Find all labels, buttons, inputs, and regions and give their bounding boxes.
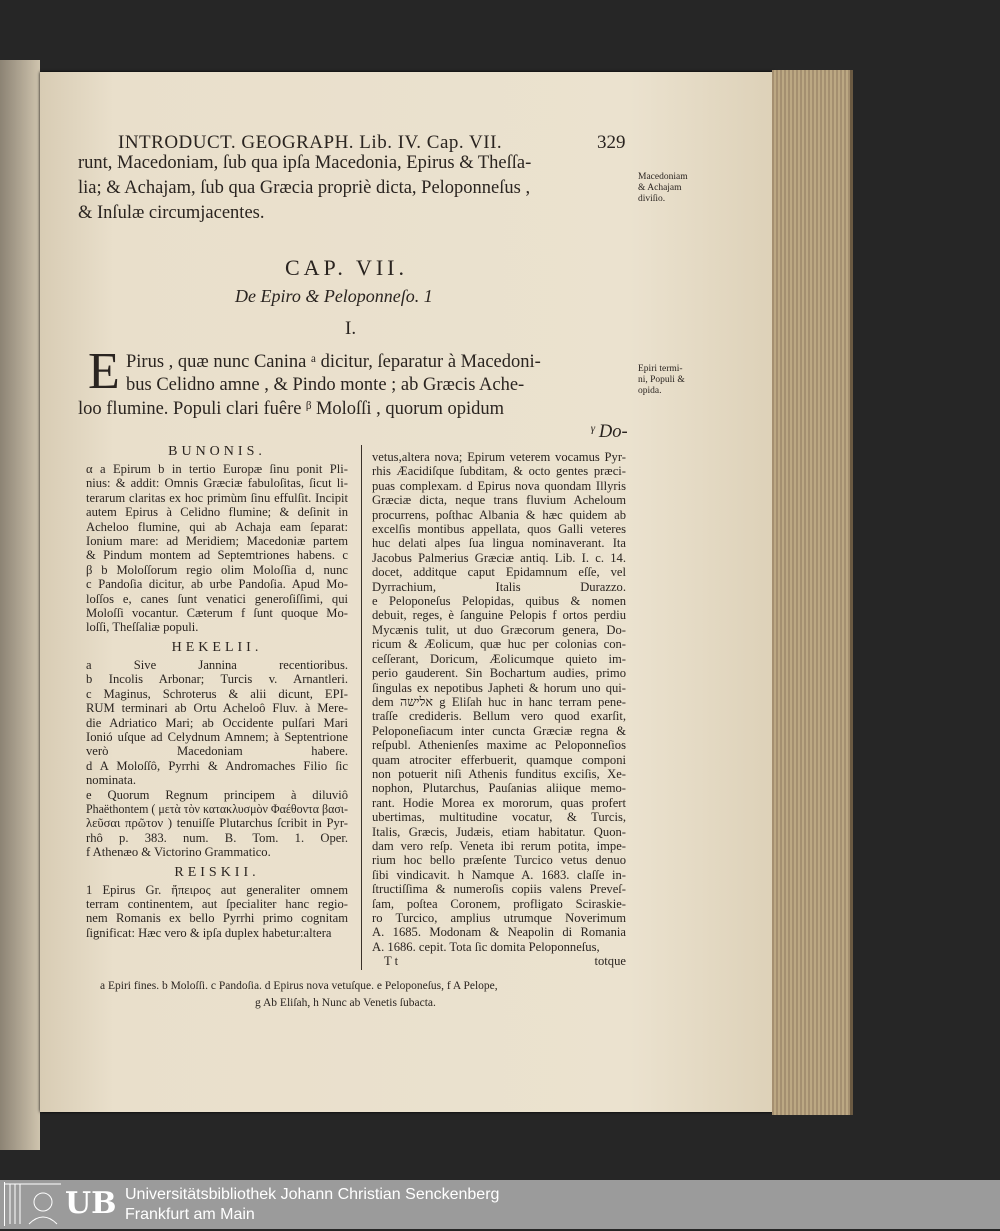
- text-line: ceſſerant, Doricum, Æolicumque quieto im-: [372, 651, 626, 666]
- text-line: huc delati alpes ſua lingua nominaverant. Ita: [372, 536, 626, 551]
- text-line: d A Moloſſô, Pyrrhi & Andromaches Filio ſic: [86, 758, 348, 773]
- column-divider: [361, 445, 362, 970]
- text-line: c Maginus, Schroterus & alii dicunt, EPI-: [86, 686, 348, 701]
- text-line: terram continentem, aut ſpecialiter hanc regio-: [86, 896, 348, 911]
- text-line: reſpubl. Athenienſes maxime ac Peloponneſios: [372, 738, 626, 753]
- paragraph-line: bus Celidno amne , & Pindo monte ; ab Græcis Ache-: [126, 375, 525, 395]
- text-line: Dyrrachium, Italis Durazzo.: [372, 579, 626, 594]
- text-line: a Sive Jannina recentioribus.: [86, 657, 348, 672]
- library-city: Frankfurt am Main: [125, 1206, 255, 1223]
- footnote-line: a Epiri fines. b Moloſſi. c Pandoſia. d Epirus nova vetuſque. e Peloponeſus, f A Pelope,: [100, 980, 498, 992]
- text-line: A. 1685. Modonam & Neapolin di Romania: [372, 925, 626, 940]
- text-line: c Pandoſia dicitur, ab urbe Pandoſia. Apud Mo-: [86, 577, 348, 592]
- drop-cap: E: [88, 343, 120, 400]
- text-line: quam atrociter efferbuerit, quamque componi: [372, 752, 626, 767]
- section-number: I.: [345, 318, 357, 339]
- heading-bunonis: BUNONIS.: [168, 444, 266, 459]
- text-line: verò Macedoniam habere.: [86, 744, 348, 759]
- running-title: INTRODUCT. GEOGRAPH. Lib. IV. Cap. VII.: [118, 132, 503, 153]
- text-line: ro Turcico, amplius utrumque Noverimum: [372, 911, 626, 925]
- text-line: nophon, Plutarchus, Pauſanias aliique memo-: [372, 781, 626, 796]
- text-line: nominata.: [86, 773, 137, 788]
- text-line: rhis Æacidiſque ſubditam, & octo gentes præci-: [372, 464, 626, 479]
- library-name: Universitätsbibliothek Johann Christian Senckenberg: [125, 1186, 500, 1203]
- text-line: terarum claritas ex hoc primùm ſinu effulſit. Incipit: [86, 490, 348, 505]
- text-line: 1 Epirus Gr. ἤπειρος aut generaliter omnem: [86, 882, 348, 897]
- text-line: rium hoc bello præſente Turcico vetus denuo: [372, 853, 626, 868]
- text-line: autem Epirus à Celidno flumine; & deſinit in: [86, 505, 348, 520]
- page-block-edge: [772, 70, 853, 1115]
- text-line: Acheloo flumine, qui ab Achaja eam ſeparat:: [86, 519, 348, 534]
- text-line: vetus,altera nova; Epirum veterem vocamus Pyr-: [372, 450, 626, 464]
- text-line: b Incolis Arbonar; Turcis v. Arnantleri.: [86, 672, 348, 687]
- text-line: e Peloponeſus Pelopidas, quibus & nomen: [372, 594, 626, 609]
- text-line: ſingulas ex nepotibus Japheti & horum uno qui-: [372, 680, 626, 695]
- text-line: loſſi, Theſſaliæ populi.: [86, 620, 199, 635]
- text-line: ricum & Æolicum, quæ huc per colonias con-: [372, 637, 626, 652]
- text-line: f Athenæo & Victorino Grammatico.: [86, 845, 271, 860]
- text-line: A. 1686. cepit. Tota ſic domita Peloponneſus,: [372, 939, 600, 954]
- text-line: nius: & addit: Omnis Græciæ fabuloſitas, ſicut li-: [86, 476, 348, 491]
- text-line: docet, additque caput Epidamnum eſſe, vel: [372, 565, 626, 580]
- text-line: puas complexam. d Epirus nova quondam Illyris: [372, 478, 626, 493]
- text-line: ubertimas, multitudine vocatur, & Turcis,: [372, 810, 626, 825]
- logo-text: UB: [65, 1186, 117, 1221]
- left-page-edge: [0, 60, 40, 1150]
- catchword: totque: [594, 954, 626, 969]
- text-line: dem אלישה g Eliſah huc in hanc terram pene-: [372, 694, 626, 709]
- intro-line: lia; & Achajam, ſub qua Græcia propriè dicta, Peloponneſus ,: [78, 178, 531, 198]
- text-line: α a Epirum b in tertio Europæ ſinu ponit Pli-: [86, 462, 348, 476]
- signature-mark: T t: [384, 954, 399, 969]
- heading-reiskii: REISKII.: [174, 864, 260, 880]
- text-line: ſtructiſſima & numeroſis copiis valens Preveſ-: [372, 882, 626, 897]
- text-line: ſignificat: Hæc vero & ipſa duplex habetur:altera: [86, 925, 332, 940]
- text-line: Moloſſi vocantur. Cæterum f ſunt quoque Mo-: [86, 606, 348, 621]
- library-banner: [0, 1180, 1000, 1229]
- library-logo: [4, 1182, 115, 1226]
- text-line: perio gauderent. Sin Bochartum audies, primo: [372, 666, 626, 681]
- text-line: Ionió uſque ad Celydnum Amnem; à Septentrione: [86, 729, 348, 744]
- text-line: e Quorum Regnum principem à diluviô: [86, 787, 348, 802]
- text-line: Peloponeſiacum inter cuncta Græciæ regna &: [372, 723, 626, 738]
- text-line: rant. Hodie Morea ex mororum, quas profert: [372, 795, 626, 810]
- footnote-line: g Ab Eliſah, h Nunc ab Venetis ſubacta.: [255, 997, 436, 1009]
- right-column: [372, 450, 626, 969]
- page-number: 329: [597, 132, 626, 153]
- chapter-subtitle: De Epiro & Peloponneſo. 1: [235, 286, 433, 306]
- text-line: rhô p. 383. num. B. Tom. 1. Oper.: [86, 830, 348, 845]
- paragraph-line: Pirus , quæ nunc Canina ᵃ dicitur, ſeparatur à Macedoni-: [126, 352, 541, 372]
- text-line: nem Romanis ex bello Pyrrhi primo cognitam: [86, 911, 348, 926]
- text-line: Phaëthontem ( μετὰ τὸν κατακλυσμὸν Φαέθοντα βασι-: [86, 801, 349, 816]
- text-line: Italis, Græcis, Judæis, etiam habitatur. Quon-: [372, 824, 626, 839]
- text-line: dam vero reſp. Veneta ibi rerum potita, impe-: [372, 838, 626, 853]
- text-line: Jacobus Palmerius Græciæ antiq. Lib. I. c. 14.: [372, 550, 626, 565]
- text-line: Græciæ dicta, neque trans fluvium Acheloum: [372, 493, 626, 508]
- text-line: ſibi vindicavit. h Namque A. 1683. claſſe in-: [372, 867, 626, 882]
- text-line: RUM terminari ab Ortu Acheloô Fluv. à Mere-: [86, 701, 348, 716]
- paragraph-line: loo flumine. Populi clari fuêre ᵝ Moloſſi , quorum opidum: [78, 399, 505, 419]
- text-line: debuit, reges, è ſanguine Pelopis f ortos perdiu: [372, 608, 626, 623]
- text-line: procurrens, poſthac Albania & hæc quidem ab: [372, 507, 626, 522]
- text-line: loſſos e, canes ſunt venatici generoſiſſimi, qui: [86, 591, 348, 606]
- left-column: [86, 442, 348, 940]
- heading-hekelii: HEKELII.: [171, 639, 263, 655]
- margin-note-macedonia: Macedoniam & Achajam diviſio.: [638, 172, 688, 204]
- margin-note-epirus: Epiri termi- ni, Populi & opida.: [638, 364, 685, 396]
- portrait-icon: [5, 1182, 61, 1226]
- chapter-title: CAP. VII.: [285, 255, 409, 280]
- text-line: ſam, poſtea Coronem, profligato Sciraskie-: [372, 896, 626, 911]
- text-line: & Pindum montem ad Septemtriones habens. c: [86, 548, 348, 563]
- catchword: ᵞ Do-: [590, 422, 628, 442]
- intro-line: & Inſulæ circumjacentes.: [78, 203, 265, 223]
- text-line: traſſe credideris. Bellum vero quod exarſit,: [372, 709, 626, 724]
- text-line: Mycænis tulit, ut duo Græcorum genera, Do-: [372, 622, 626, 637]
- text-line: non potuerit niſi Athenis funditus exciſis, Xe-: [372, 766, 626, 781]
- text-line: Ionium mare: ad Meridiem; Macedoniæ partem: [86, 534, 348, 549]
- text-line: β b Moloſſorum regio olim Moloſſia d, nunc: [86, 562, 348, 577]
- intro-line: runt, Macedoniam, ſub qua ipſa Macedonia, Epirus & Theſſa-: [78, 153, 532, 173]
- text-line: excelſis montibus appellata, quos Galli veteres: [372, 522, 626, 537]
- text-line: die Adriatico Mari; ab Occidente pulſari Mari: [86, 715, 348, 730]
- text-line: λεῦσαι πρῶτον ) tenuiſſe Plutarchus ſcribit in Pyr-: [86, 816, 348, 831]
